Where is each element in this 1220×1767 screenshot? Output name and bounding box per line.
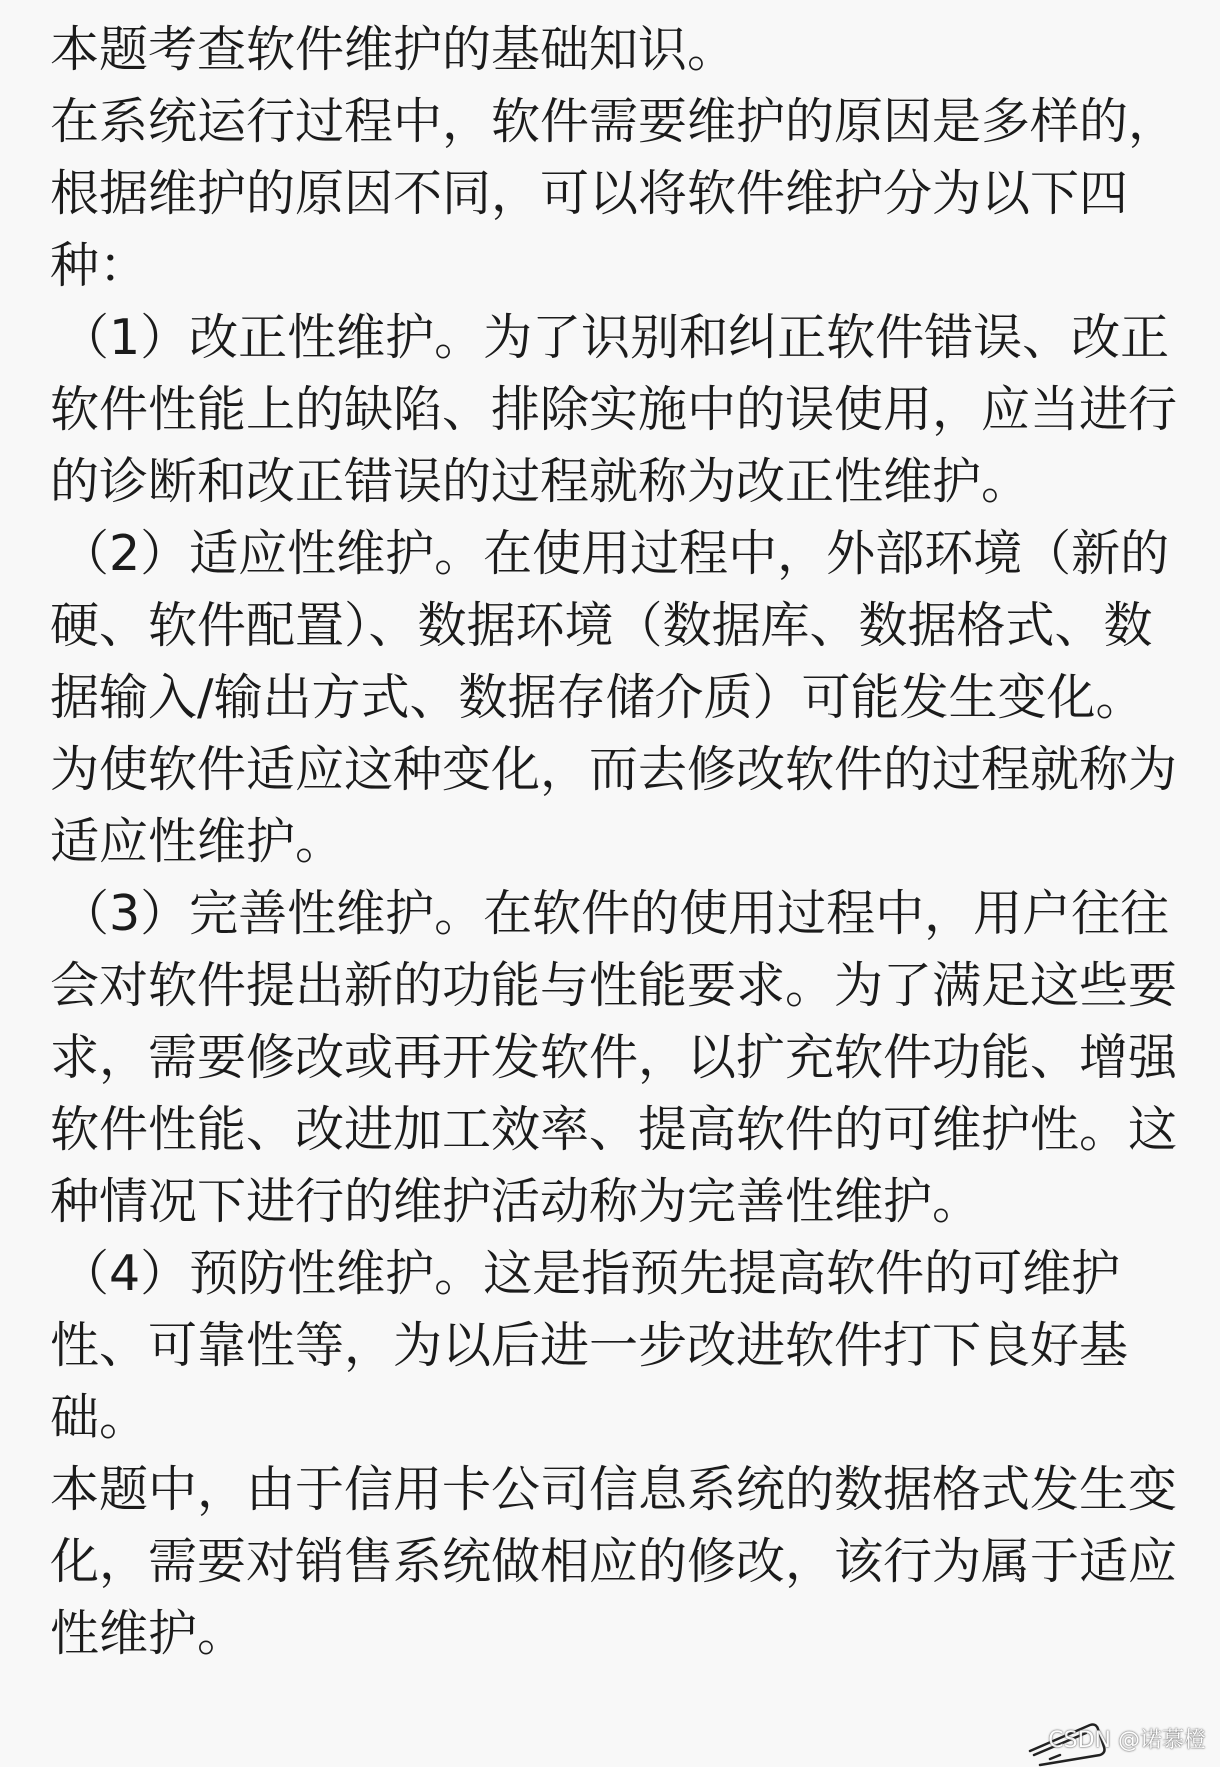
item-preventive-maintenance: （4）预防性维护。这是指预先提高软件的可维护性、可靠性等，为以后进一步改进软件打下良好基础。 [50,1245,1129,1446]
item-adaptive-maintenance: （2）适应性维护。在使用过程中，外部环境（新的硬、软件配置）、数据环境（数据库、数据格式、数据输入/输出方式、数据存储介质）可能发生变化。为使软件适应这种变化，而去修改软件的过程就称为适应性维护。 [50,525,1178,870]
overview-paragraph: 在系统运行过程中，软件需要维护的原因是多样的，根据维护的原因不同，可以将软件维护分为以下四种： [50,93,1178,294]
intro-paragraph: 本题考查软件维护的基础知识。 [50,21,737,78]
conclusion-paragraph: 本题中，由于信用卡公司信息系统的数据格式发生变化，需要对销售系统做相应的修改，该行为属于适应性维护。 [50,1461,1178,1662]
watermark-text: CSDN @诺慕橙 [1048,1727,1206,1753]
watermark [1048,1715,1206,1761]
item-corrective-maintenance: （1）改正性维护。为了识别和纠正软件错误、改正软件性能上的缺陷、排除实施中的误使用，应当进行的诊断和改正错误的过程就称为改正性维护。 [50,309,1178,510]
item-perfective-maintenance: （3）完善性维护。在软件的使用过程中，用户往往会对软件提出新的功能与性能要求。为了满足这些要求，需要修改或再开发软件，以扩充软件功能、增强软件性能、改进加工效率、提高软件的可维护性。这种情况下进行的维护活动称为完善性维护。 [50,885,1178,1230]
document-body [50,14,1180,1670]
